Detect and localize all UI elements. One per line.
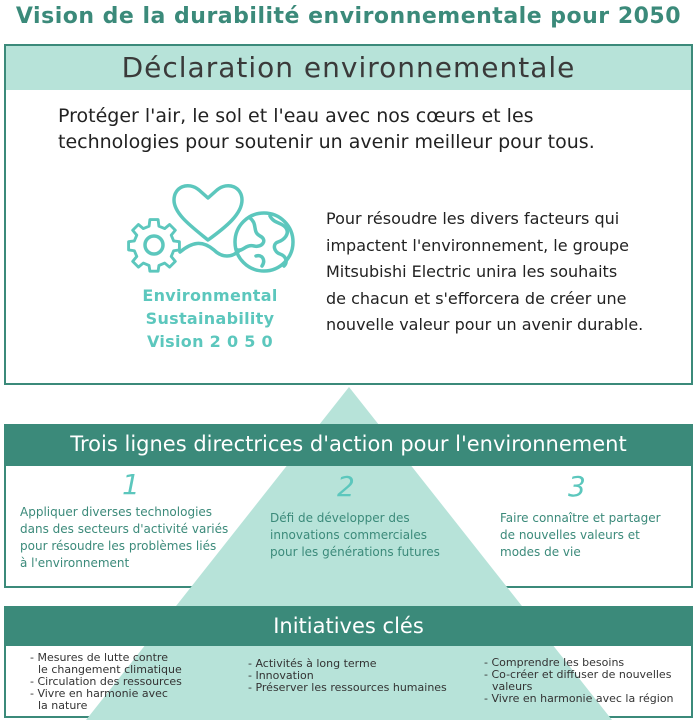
- description-line: Pour résoudre les divers facteurs qui: [326, 209, 620, 228]
- guideline-line: modes de vie: [500, 545, 581, 559]
- logo-text-line: Environmental: [142, 286, 278, 305]
- guideline-line: pour les générations futures: [270, 545, 440, 559]
- description-line: de chacun et s'efforcera de créer une: [326, 288, 627, 308]
- initiative-item: - Mesures de lutte contre: [30, 651, 168, 664]
- initiative-item: la nature: [38, 699, 88, 712]
- initiatives-column-1: [30, 652, 182, 712]
- initiative-item: - Préserver les ressources humaines: [248, 681, 447, 694]
- statement-line: Protéger l'air, le sol et l'eau avec nos cœurs et les: [58, 105, 534, 127]
- description-line: Mitsubishi Electric unira les souhaits: [326, 262, 618, 281]
- guideline-number-1: 1: [122, 468, 140, 501]
- statement-line: technologies pour soutenir un avenir meilleur pour tous.: [58, 131, 595, 153]
- initiative-item: - Vivre en harmonie avec: [30, 687, 168, 700]
- guideline-number-2: 2: [337, 470, 355, 503]
- guidelines-title: Trois lignes directrices d'action pour l'environnement: [70, 432, 627, 456]
- description-line: nouvelle valeur pour un avenir durable.: [326, 315, 644, 334]
- initiatives-title: Initiatives clés: [273, 614, 424, 638]
- guideline-line: Appliquer diverses technologies: [20, 505, 213, 519]
- initiative-item: - Vivre en harmonie avec la région: [484, 692, 674, 705]
- initiative-item: - Comprendre les besoins: [484, 656, 625, 669]
- initiatives-column-2: [248, 658, 447, 694]
- guideline-line: de nouvelles valeurs et: [500, 528, 640, 542]
- guideline-2-text: [270, 510, 470, 561]
- declaration-title: Déclaration environnementale: [121, 51, 576, 84]
- guideline-line: à l'environnement: [20, 556, 130, 570]
- guideline-line: innovations commerciales: [270, 528, 428, 542]
- initiative-item: - Activités à long terme: [248, 657, 377, 670]
- initiative-item: - Innovation: [248, 669, 314, 682]
- page-title: Vision de la durabilité environnementale pour 2050: [15, 4, 682, 29]
- guideline-line: pour résoudre les problèmes liés: [20, 539, 217, 553]
- guideline-number-3: 3: [568, 470, 586, 503]
- initiative-item: valeurs: [492, 680, 533, 693]
- guideline-line: Défi de développer des: [270, 511, 410, 525]
- initiative-item: - Co-créer et diffuser de nouvelles: [484, 668, 672, 681]
- guideline-line: Faire connaître et partager: [500, 511, 661, 525]
- guideline-3-text: [500, 510, 685, 561]
- guideline-line: dans des secteurs d'activité variés: [20, 522, 229, 536]
- initiatives-column-3: [484, 657, 674, 705]
- guideline-1-text: [20, 504, 250, 572]
- initiative-item: - Circulation des ressources: [30, 675, 182, 688]
- initiative-item: le changement climatique: [38, 663, 182, 676]
- logo-text-line: Vision 2 0 5 0: [147, 332, 273, 351]
- description-line: impactent l'environnement, le groupe: [326, 235, 629, 255]
- logo-text-line: Sustainability: [145, 309, 275, 328]
